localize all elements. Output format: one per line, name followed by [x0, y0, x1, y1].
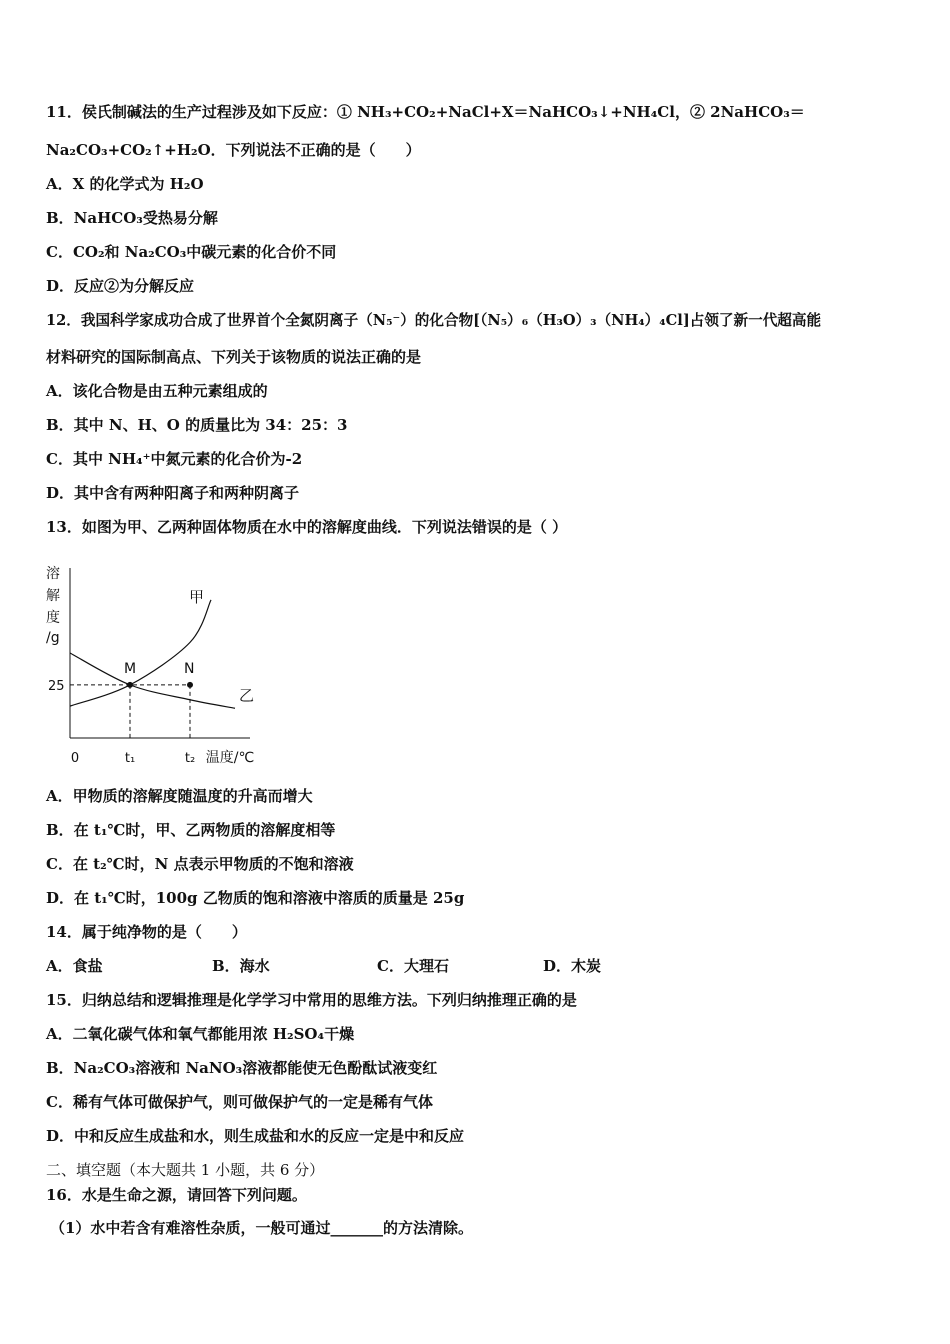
q15-stem: 15．归纳总结和逻辑推理是化学学习中常用的思维方法。下列归纳推理正确的是 — [46, 991, 577, 1009]
q14-option-a: A．食盐 — [46, 957, 103, 975]
q13-option-b: B．在 t₁℃时，甲、乙两物质的溶解度相等 — [46, 821, 336, 839]
series-curve-jia — [70, 600, 211, 706]
q13-option-d: D．在 t₁℃时，100g 乙物质的饱和溶液中溶质的质量是 25g — [46, 889, 465, 907]
q12-option-c: C．其中 NH₄⁺中氮元素的化合价为-2 — [46, 450, 303, 468]
q12-option-b: B．其中 N、H、O 的质量比为 34：25：3 — [46, 416, 348, 434]
q16-sub1: （1）水中若含有难溶性杂质，一般可通过_______的方法清除。 — [50, 1219, 473, 1237]
q11-option-c: C．CO₂和 Na₂CO₃中碳元素的化合价不同 — [46, 243, 337, 261]
q15-option-b: B．Na₂CO₃溶液和 NaNO₃溶液都能使无色酚酞试液变红 — [46, 1059, 438, 1077]
q12-option-d: D．其中含有两种阳离子和两种阴离子 — [46, 484, 300, 502]
q12-stem-line1: 12．我国科学家成功合成了世界首个全氮阴离子（N₅⁻）的化合物[（N₅）₆（H₃O）₃（NH₄）₄Cl]占领了新一代超高能 — [46, 312, 822, 329]
x-axis-label: 温度/℃ — [205, 750, 255, 766]
svg-text:解: 解 — [46, 588, 60, 604]
y-axis-label — [46, 565, 60, 646]
q14-stem: 14．属于纯净物的是（ ） — [46, 923, 247, 941]
q15-option-a: A．二氧化碳气体和氧气都能用浓 H₂SO₄干燥 — [46, 1025, 355, 1043]
svg-text:度: 度 — [46, 610, 60, 626]
q11-option-a: A．X 的化学式为 H₂O — [46, 175, 204, 193]
point-label-N: N — [184, 660, 195, 677]
series-label-yi: 乙 — [239, 686, 255, 705]
q14-option-d: D．木炭 — [543, 957, 602, 975]
q14-option-c: C．大理石 — [377, 957, 449, 975]
q11-option-b: B．NaHCO₃受热易分解 — [46, 209, 218, 227]
q13-option-a: A．甲物质的溶解度随温度的升高而增大 — [46, 787, 313, 805]
series-curve-yi — [70, 653, 235, 708]
q13-stem: 13．如图为甲、乙两种固体物质在水中的溶解度曲线．下列说法错误的是（ ） — [46, 518, 568, 536]
q11-stem-line2: Na₂CO₃+CO₂↑+H₂O．下列说法不正确的是（ ） — [46, 141, 421, 159]
section-2-heading: 二、填空题（本大题共 1 小题，共 6 分） — [46, 1161, 325, 1179]
origin-label: 0 — [70, 751, 80, 766]
q13-option-c: C．在 t₂℃时，N 点表示甲物质的不饱和溶液 — [46, 855, 354, 873]
svg-text:溶: 溶 — [46, 566, 60, 582]
q12-option-a: A．该化合物是由五种元素组成的 — [46, 382, 268, 400]
point-M — [127, 682, 133, 688]
x-tick-label-t1: t₁ — [124, 751, 136, 766]
x-tick-label-t2: t₂ — [184, 751, 196, 766]
q14-option-b: B．海水 — [212, 957, 270, 975]
y-tick-label: 25 — [48, 678, 65, 694]
q11-stem-line1: 11．侯氏制碱法的生产过程涉及如下反应：① NH₃+CO₂+NaCl+X＝NaHCO₃↓+NH₄Cl，② 2NaHCO₃＝ — [46, 103, 805, 121]
series-label-jia: 甲 — [189, 587, 205, 606]
point-label-M: M — [124, 660, 137, 677]
q11-option-d: D．反应②为分解反应 — [46, 277, 195, 295]
q15-option-d: D．中和反应生成盐和水，则生成盐和水的反应一定是中和反应 — [46, 1127, 465, 1145]
svg-text:/g: /g — [46, 630, 60, 646]
point-N — [187, 682, 193, 688]
q16-stem: 16．水是生命之源，请回答下列问题。 — [46, 1186, 307, 1204]
q15-option-c: C．稀有气体可做保护气，则可做保护气的一定是稀有气体 — [46, 1093, 433, 1111]
solubility-chart — [40, 558, 260, 770]
q12-stem-line2: 材料研究的国际制高点、下列关于该物质的说法正确的是 — [46, 348, 422, 366]
